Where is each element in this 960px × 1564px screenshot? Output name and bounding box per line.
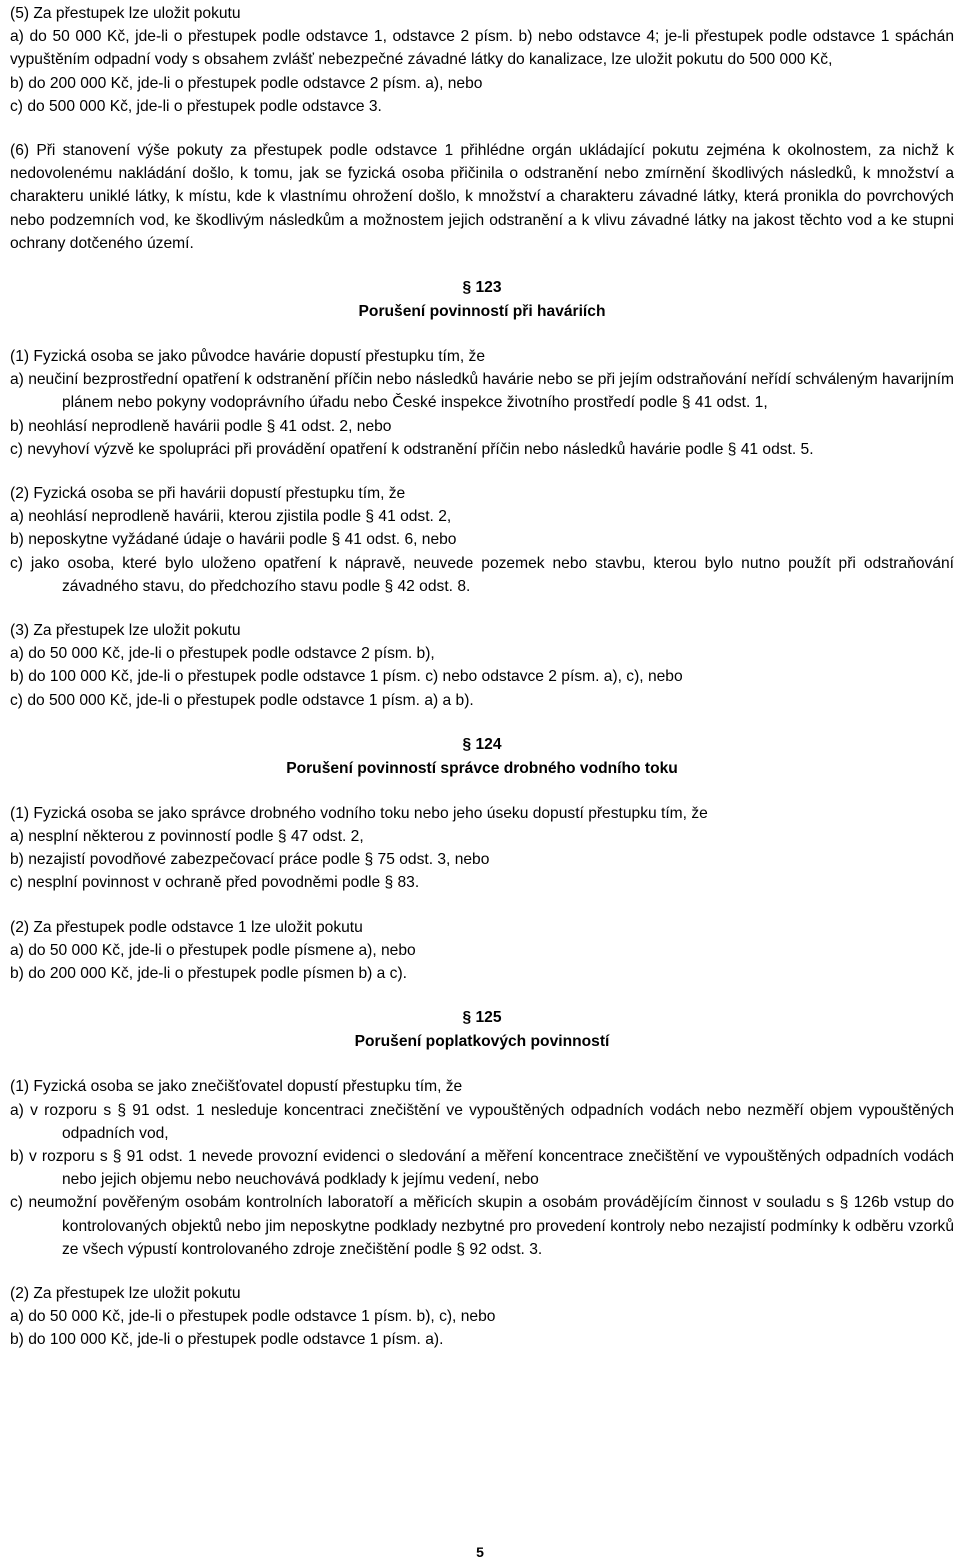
document-page [10,2,954,1373]
list-item-a: a) nesplní některou z povinností podle § 47 odst. 2, [10,828,364,846]
section-heading-123 [10,276,954,324]
paragraph-123-3 [10,619,954,712]
paragraph-intro: (3) Za přestupek lze uložit pokutu [10,622,241,640]
list-item-b: b) neohlásí neprodleně havárii podle § 41 odst. 2, nebo [10,417,392,435]
paragraph-124-1 [10,802,954,895]
paragraph-123-1 [10,345,954,461]
list-item-a: a) neohlásí neprodleně havárii, kterou zjistila podle § 41 odst. 2, [10,508,452,526]
list-item-a: a) do 50 000 Kč, jde-li o přestupek podle písmene a), nebo [10,941,416,959]
list-item-a: a) neučiní bezprostřední opatření k odstranění příčin nebo následků havárie nebo se při jejím odstraňování neřídí schváleným havarijním plánem nebo pokyny vodoprávního úřadu nebo České inspekce životního prostředí podle § 41 odst. 1, [10,371,954,412]
paragraph-122-6 [10,139,954,255]
paragraph-123-2 [10,482,954,598]
list-item-c: c) do 500 000 Kč, jde-li o přestupek podle odstavce 3. [10,97,382,115]
paragraph-intro: (1) Fyzická osoba se jako správce drobného vodního toku nebo jeho úseku dopustí přestupku tím, že [10,804,708,822]
section-number: § 125 [462,1009,502,1027]
list-item-a: a) v rozporu s § 91 odst. 1 nesleduje koncentraci znečištění ve vypouštěných odpadních vodách nebo nezměří objem vypouštěných odpadních vod, [10,1101,954,1142]
paragraph-intro: (2) Fyzická osoba se při havárii dopustí přestupku tím, že [10,485,406,503]
list-item-a: a) do 50 000 Kč, jde-li o přestupek podle odstavce 1 písm. b), c), nebo [10,1308,496,1326]
section-number: § 124 [462,735,502,753]
section-heading-124 [10,733,954,781]
list-item-b: b) do 200 000 Kč, jde-li o přestupek podle písmen b) a c). [10,965,408,983]
list-item-b: b) neposkytne vyžádané údaje o havárii podle § 41 odst. 6, nebo [10,531,457,549]
paragraph-124-2 [10,916,954,986]
paragraph-125-2 [10,1282,954,1352]
list-item-b: b) do 100 000 Kč, jde-li o přestupek podle odstavce 1 písm. a). [10,1331,444,1349]
list-item-b: b) do 100 000 Kč, jde-li o přestupek podle odstavce 1 písm. c) nebo odstavce 2 písm. a), c), nebo [10,668,683,686]
paragraph-intro: (5) Za přestupek lze uložit pokutu [10,5,241,22]
list-item-c: c) neumožní pověřeným osobám kontrolních laboratoří a měřicích skupin a osobám provádějícím činnost v souladu s § 126b vstup do kontrolovaných objektů nebo jim neposkytne podklady nezbytné pro provedení kontroly nebo nezajistí podmínky k odběru vzorků ze všech výpustí kontrolovaného zdroje znečištění podle § 92 odst. 3. [10,1194,954,1258]
paragraph-122-5 [10,2,954,118]
section-title: Porušení poplatkových povinností [354,1033,610,1051]
list-item-b: b) v rozporu s § 91 odst. 1 nevede provozní evidenci o sledování a měření koncentrace znečištění ve vypouštěných odpadních vodách nebo jejich objemu nebo neuchovává podklady k jejímu vedení, nebo [10,1147,954,1189]
paragraph-text: (6) Při stanovení výše pokuty za přestupek podle odstavce 1 přihlédne orgán ukládající pokutu zejména k okolnostem, za nichž k nedovolenému nakládání došlo, k tomu, jak se fyzická osoba přičinila o odstranění nebo zmírnění škodlivých následků, k množství a charakteru uniklé látky, k místu, kde k vlastnímu ohrožení došlo, k množství a charakteru závadné látky, která pronikla do povrchových nebo podzemních vod, ke škodlivým následkům a možnostem jejich odstranění a k vlivu závadné látky na jakost těchto vod a ke stupni ochrany dotčeného území. [10,142,954,252]
section-number: § 123 [462,279,502,297]
section-title: Porušení povinností správce drobného vodního toku [286,759,678,777]
page-number: 5 [476,1544,484,1560]
section-heading-125 [10,1006,954,1054]
list-item-c: c) jako osoba, které bylo uloženo opatření k nápravě, neuvede pozemek nebo stavbu, kterou bylo nutno použít při odstraňování závadného stavu, do předchozího stavu podle § 42 odst. 8. [10,554,954,595]
paragraph-intro: (1) Fyzická osoba se jako původce havárie dopustí přestupku tím, že [10,348,485,366]
section-title: Porušení povinností při haváriích [358,303,606,321]
paragraph-intro: (2) Za přestupek podle odstavce 1 lze uložit pokutu [10,918,363,936]
list-item-a: a) do 50 000 Kč, jde-li o přestupek podle odstavce 1, odstavce 2 písm. b) nebo odstavce 4; je-li přestupek podle odstavce 1 spáchán vypuštěním odpadní vody s obsahem zvlášť nebezpečné závadné látky do kanalizace, lze uložit pokutu do 500 000 Kč, [10,28,954,69]
list-item-b: b) do 200 000 Kč, jde-li o přestupek podle odstavce 2 písm. a), nebo [10,74,483,92]
list-item-c: c) nesplní povinnost v ochraně před povodněmi podle § 83. [10,874,420,892]
paragraph-125-1 [10,1075,954,1261]
paragraph-intro: (2) Za přestupek lze uložit pokutu [10,1284,241,1302]
list-item-a: a) do 50 000 Kč, jde-li o přestupek podle odstavce 2 písm. b), [10,645,435,663]
list-item-b: b) nezajistí povodňové zabezpečovací práce podle § 75 odst. 3, nebo [10,851,490,869]
list-item-c: c) do 500 000 Kč, jde-li o přestupek podle odstavce 1 písm. a) a b). [10,691,474,709]
list-item-c: c) nevyhoví výzvě ke spolupráci při provádění opatření k odstranění příčin nebo následků havárie podle § 41 odst. 5. [10,440,814,458]
paragraph-intro: (1) Fyzická osoba se jako znečišťovatel dopustí přestupku tím, že [10,1078,463,1096]
